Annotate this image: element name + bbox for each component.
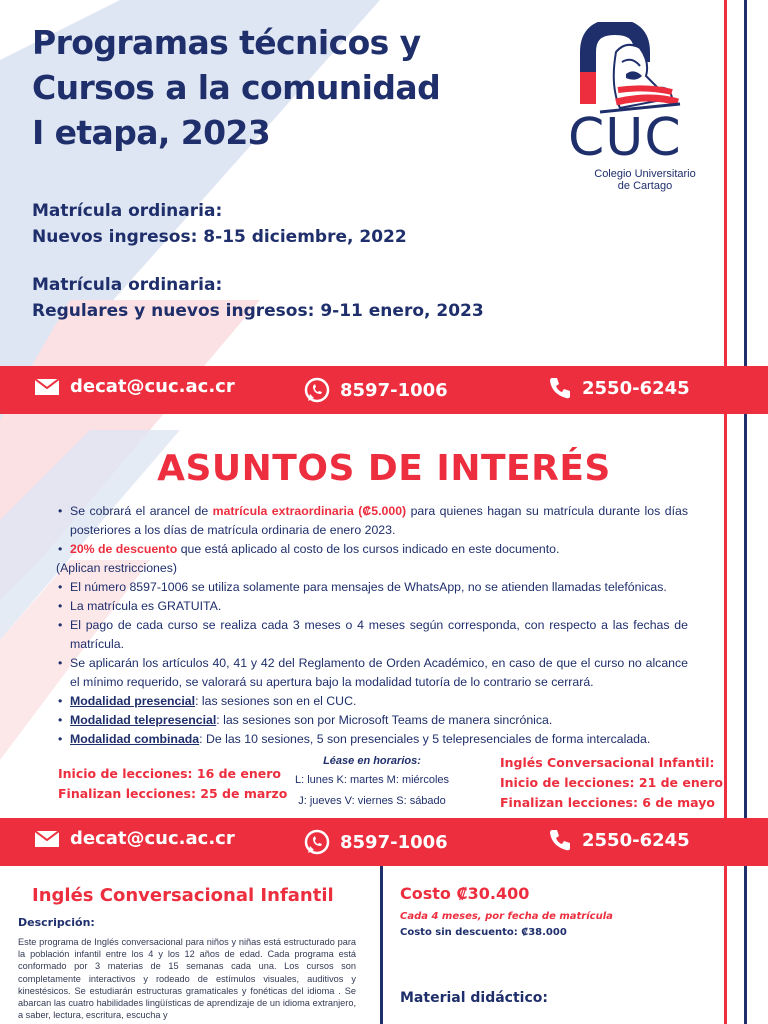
note-item: • El pago de cada curso se realiza cada 3 meses o 4 meses según corresponda, con respecto a las fechas de matrícula. <box>58 616 688 654</box>
note-item: • Se aplicarán los artículos 40, 41 y 42 del Reglamento de Orden Académico, en caso de que el curso no alcance el mínimo requerido, se valorará su apertura bajo la modalidad tutoría de lo contrario se cerrará. <box>58 654 688 692</box>
legend-line-1: L: lunes K: martes M: miércoles <box>294 774 450 786</box>
enrollment-regular-dates: Regulares y nuevos ingresos: 9-11 enero, 2023 <box>32 301 484 321</box>
title-line-1: Programas técnicos y <box>32 23 421 62</box>
phone-icon <box>548 828 572 852</box>
contact-bar-top <box>0 366 768 414</box>
contact-bar-bottom <box>0 818 768 866</box>
description-label: Descripción: <box>18 916 95 929</box>
whatsapp-text: 8597-1006 <box>340 379 448 401</box>
cost-no-discount: Costo sin descuento: ₡38.000 <box>400 927 567 938</box>
vertical-line-navy <box>744 0 747 1024</box>
section-title: ASUNTOS DE INTERÉS <box>157 448 611 489</box>
schedule-right <box>500 753 723 813</box>
email-text: decat@cuc.ac.cr <box>70 376 235 397</box>
logo-subtitle <box>590 168 700 192</box>
legend-line-2: J: jueves V: viernes S: sábado <box>298 795 446 807</box>
enrollment-new <box>32 198 407 250</box>
email-text: decat@cuc.ac.cr <box>70 828 235 849</box>
schedule-legend <box>288 752 456 811</box>
enrollment-regular-label: Matrícula ordinaria: <box>32 275 223 295</box>
column-divider <box>380 862 383 1024</box>
course-title: Inglés Conversacional Infantil <box>32 885 334 906</box>
contact-whatsapp[interactable] <box>304 377 448 403</box>
note-item: • El número 8597-1006 se utiliza solamente para mensajes de WhatsApp, no se atienden llamadas telefónicas. <box>58 578 688 597</box>
logo-subtitle-1: Colegio Universitario <box>594 168 696 180</box>
schedule-left <box>58 764 287 804</box>
modality-item: • Modalidad combinada: De las 10 sesiones, 5 son presenciales y 5 telepresenciales de forma intercalada. <box>58 730 688 749</box>
schedule-course-end: Finalizan lecciones: 6 de mayo <box>500 795 715 810</box>
schedule-start: Inicio de lecciones: 16 de enero <box>58 766 281 781</box>
title-line-3: I etapa, 2023 <box>32 113 271 152</box>
contact-phone[interactable] <box>548 828 690 852</box>
phone-text: 2550-6245 <box>582 377 690 399</box>
whatsapp-text: 8597-1006 <box>340 831 448 853</box>
envelope-icon <box>34 378 60 396</box>
note-item: • 20% de descuento que está aplicado al costo de los cursos indicado en este documento. <box>58 540 688 559</box>
contact-whatsapp[interactable] <box>304 829 448 855</box>
page-title <box>32 20 440 155</box>
modality-item: • Modalidad telepresencial: las sesiones son por Microsoft Teams de manera sincrónica. <box>58 711 688 730</box>
course-description: Este programa de Inglés conversacional para niños y niñas está estructurado para la población infantil entre los 4 y los 12 años de edad. Cada programa está conformado por 3 materias de 15 semanas cada una. Los cursos son completamente interactivos y rodeado de estímulos visuales, auditivos y kinestésicos. Se estudiarán estructuras gramaticales y fonéticas del idioma . Se abarcan las cuatro habilidades lingüísticas de aprendizaje de un idioma extranjero, a saber, lectura, escritura, escucha y <box>18 937 356 1021</box>
envelope-icon <box>34 830 60 848</box>
whatsapp-icon <box>304 829 330 855</box>
note-item: • Se cobrará el arancel de matrícula extraordinaria (₡5.000) para quienes hagan su matrícula durante los días posteriores a los días de matrícula ordinaria de enero 2023. <box>58 502 688 540</box>
vertical-line-red <box>724 0 727 1024</box>
phone-icon <box>548 376 572 400</box>
notes-list <box>58 502 688 749</box>
note-restrictions: (Aplican restricciones) <box>56 561 177 575</box>
logo-wordmark: CUC <box>568 108 682 168</box>
enrollment-regular <box>32 272 484 324</box>
schedule-course-start: Inicio de lecciones: 21 de enero <box>500 775 723 790</box>
whatsapp-icon <box>304 377 330 403</box>
enrollment-new-label: Matrícula ordinaria: <box>32 201 223 221</box>
title-line-2: Cursos a la comunidad <box>32 68 441 107</box>
modality-item: • Modalidad presencial: las sesiones son en el CUC. <box>58 692 688 711</box>
logo-subtitle-2: de Cartago <box>617 180 673 192</box>
enrollment-new-dates: Nuevos ingresos: 8-15 diciembre, 2022 <box>32 227 407 247</box>
course-cost: Costo ₡30.400 <box>400 884 530 903</box>
contact-phone[interactable] <box>548 376 690 400</box>
schedule-course-name: Inglés Conversacional Infantil: <box>500 755 715 770</box>
schedule-end: Finalizan lecciones: 25 de marzo <box>58 786 288 801</box>
contact-email[interactable] <box>34 828 235 849</box>
cost-note: Cada 4 meses, por fecha de matrícula <box>400 911 613 922</box>
legend-title: Léase en horarios: <box>323 755 421 767</box>
material-label: Material didáctico: <box>400 990 548 1006</box>
phone-text: 2550-6245 <box>582 829 690 851</box>
contact-email[interactable] <box>34 376 235 397</box>
note-item: • La matrícula es GRATUITA. <box>58 597 688 616</box>
